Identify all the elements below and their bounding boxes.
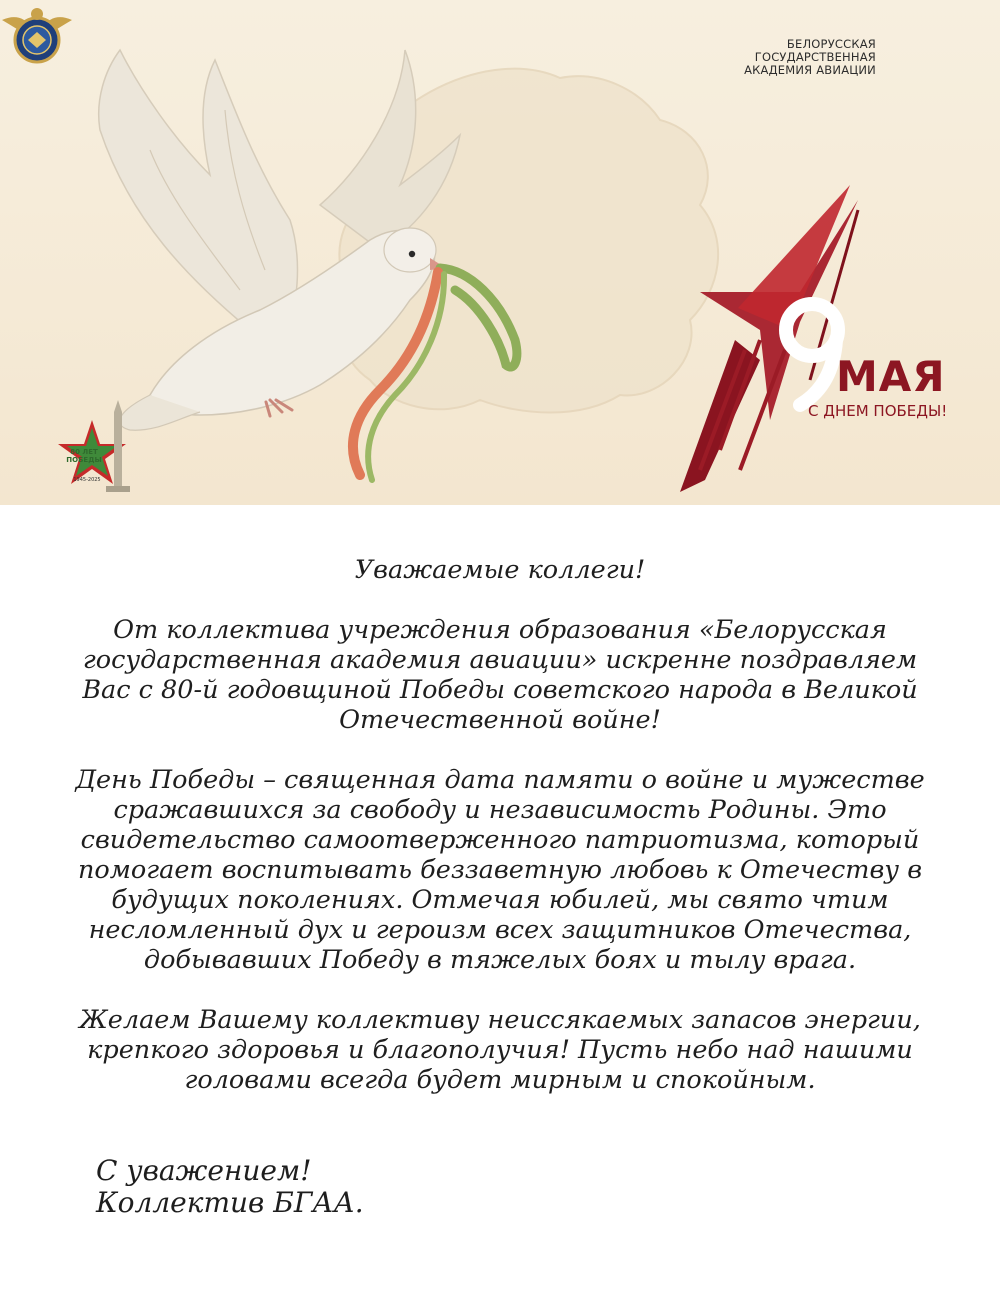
holiday-banner bbox=[0, 0, 1000, 505]
anniversary-years: 1945-2025 bbox=[73, 477, 101, 483]
logo-line-2: ГОСУДАРСТВЕННАЯ bbox=[754, 50, 876, 64]
day-nine-icon bbox=[786, 304, 838, 405]
anniversary-label: 80 ЛЕТ ПОБЕДЫ bbox=[66, 448, 102, 464]
logo-line-1: БЕЛОРУССКАЯ bbox=[786, 37, 876, 51]
academy-logo-text bbox=[744, 38, 876, 77]
victory-day-subtitle: С ДНЕМ ПОБЕДЫ! bbox=[808, 402, 948, 420]
letter-paragraph-2: День Победы – священная дата памяти о войне и мужестве сражавшихся за свободу и независимость Родины. Это свидетельство самоотверженного патриотизма, который помогает воспитывать беззаветную любовь к Отечеству в будущих поколениях. Отмечая юбилей, мы свято чтим несломленный дух и героизм всех защитников Отечества, добывавших Победу в тяжелых боях и тылу врага. bbox=[75, 765, 925, 975]
closing-line: С уважением! bbox=[96, 1154, 312, 1187]
month-word: МАЯ bbox=[836, 352, 946, 401]
letter-paragraph-3: Желаем Вашему коллективу неиссякаемых запасов энергии, крепкого здоровья и благополучия! Пусть небо над нашими головами всегда будет мирным и спокойным. bbox=[79, 1005, 921, 1095]
logo-line-3: АКАДЕМИЯ АВИАЦИИ bbox=[744, 63, 876, 77]
signatory-line: Коллектив БГАА. bbox=[96, 1186, 364, 1219]
letter-paragraph-1: От коллектива учреждения образования «Белорусская государственная академия авиации» искренне поздравляем Вас с 80-й годовщиной Победы советского народа в Великой Отечественной войне! bbox=[82, 615, 918, 735]
letter-body bbox=[60, 555, 940, 1125]
letter-greeting: Уважаемые коллеги! bbox=[354, 555, 646, 585]
academy-emblem-icon bbox=[0, 0, 74, 68]
letter-signature bbox=[96, 1155, 696, 1219]
